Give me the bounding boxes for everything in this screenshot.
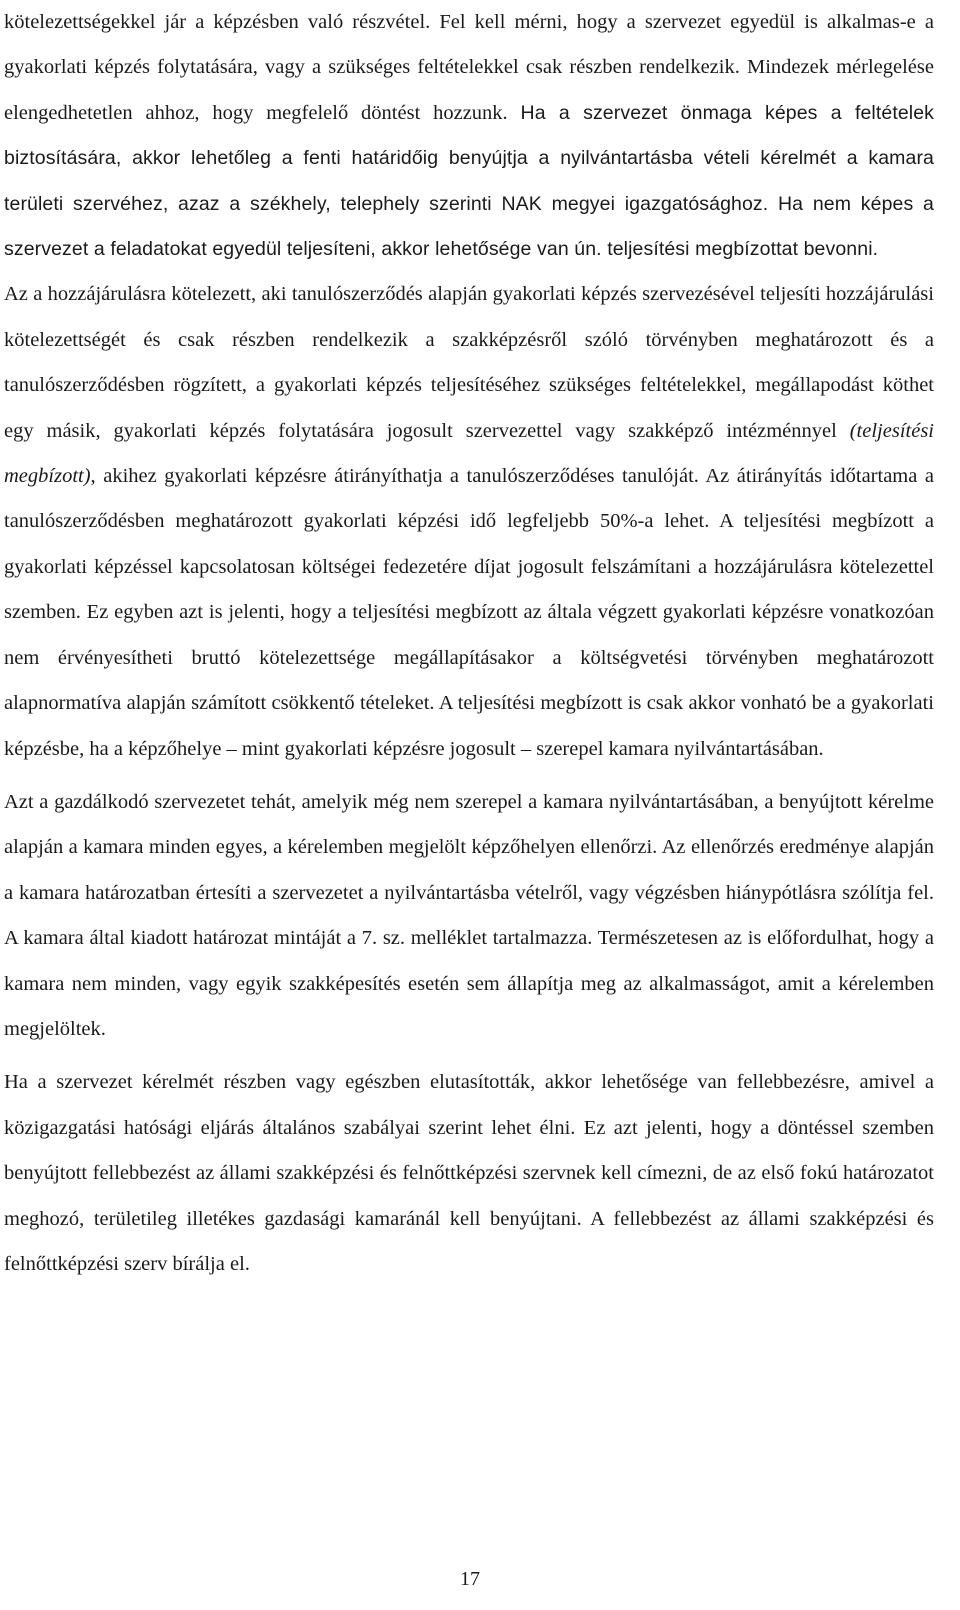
paragraph-2-italic-term: (teljesítési megbízott) (4, 419, 934, 488)
paragraph-1-sans-text: Ha a szervezet önmaga képes a feltételek biztosítására, akkor lehetőleg a fenti határidőig benyújtja a nyilvántartásba vételi kérelmét a kamara területi szervéhez, azaz a székhely, telephely szerinti NAK megyei igazgatósághoz. Ha nem képes a szervezet a feladatokat egyedül teljesíteni, akkor lehetősége van ún. teljesítési megbízottat bevonni. (4, 101, 935, 261)
paragraph-4: Ha a szervezet kérelmét részben vagy egészben elutasították, akkor lehetősége van fellebbezésre, amivel a közigazgatási hatósági eljárás általános szabályai szerint lehet élni. Ez azt jelenti, hogy a döntéssel szemben benyújtott fellebbezést az állami szakképzési és felnőttképzési szervnek kell címezni, de az első fokú határozatot meghozó, területileg illetékes gazdasági kamaránál kell benyújtani. A fellebbezést az állami szakképzési és felnőttképzési szerv bírálja el. (4, 1071, 934, 1275)
document-page (4, 0, 934, 1287)
paragraph-2-text-start: Az a hozzájárulásra kötelezett, aki tanulószerződés alapján gyakorlati képzés szervezésével teljesíti hozzájárulási kötelezettségét és csak részben rendelkezik a szakképzésről szóló törvényben meghatározott és a tanulószerződésben rögzített, a gyakorlati képzés teljesítéséhez szükséges feltételekkel, megállapodást köthet egy másik, gyakorlati képzés folytatására jogosult szervezettel vagy szakképző intézménnyel (4, 283, 934, 442)
paragraph-3: Azt a gazdálkodó szervezetet tehát, amelyik még nem szerepel a kamara nyilvántartásában, a benyújtott kérelme alapján a kamara minden egyes, a kérelemben megjelölt képzőhelyen ellenőrzi. Az ellenőrzés eredménye alapján a kamara határozatban értesíti a szervezetet a nyilvántartásba vételről, vagy végzésben hiánypótlásra szólítja fel. A kamara által kiadott határozat mintáját a 7. sz. melléklet tartalmazza. Természetesen az is előfordulhat, hogy a kamara nem minden, vagy egyik szakképesítés esetén sem állapítja meg az alkalmasságot, amit a kérelemben megjelöltek. (4, 790, 934, 1040)
paragraph-1 (4, 0, 934, 272)
paragraph-2-text-end: , akihez gyakorlati képzésre átirányíthatja a tanulószerződéses tanulóját. Az átirányítás időtartama a tanulószerződésben meghatározott gyakorlati képzési idő legfeljebb 50%-a lehet. A teljesítési megbízott a gyakorlati képzéssel kapcsolatosan költségei fedezetére díjat jogosult felszámítani a hozzájárulásra kötelezettel szemben. Ez egyben azt is jelenti, hogy a teljesítési megbízott az általa végzett gyakorlati képzésre vonatkozóan nem érvényesítheti bruttó kötelezettsége megállapításakor a költségvetési törvényben meghatározott alapnormatíva alapján számított csökkentő tételeket. A teljesítési megbízott is csak akkor vonható be a gyakorlati képzésbe, ha a képzőhelye – mint gyakorlati képzésre jogosult – szerepel kamara nyilvántartásában. (4, 465, 934, 760)
paragraph-spacer (4, 1052, 934, 1060)
paragraph-spacer (4, 772, 934, 780)
paragraph-2 (4, 272, 934, 771)
page-number: 17 (460, 1568, 480, 1590)
paragraph-1-serif-text: kötelezettségekkel jár a képzésben való részvétel. Fel kell mérni, hogy a szervezet egyedül is alkalmas-e a gyakorlati képzés folytatására, vagy a szükséges feltételekkel csak részben rendelkezik. Mindezek mérlegelése elengedhetetlen ahhoz, hogy megfelelő döntést hozzunk. (4, 11, 934, 124)
